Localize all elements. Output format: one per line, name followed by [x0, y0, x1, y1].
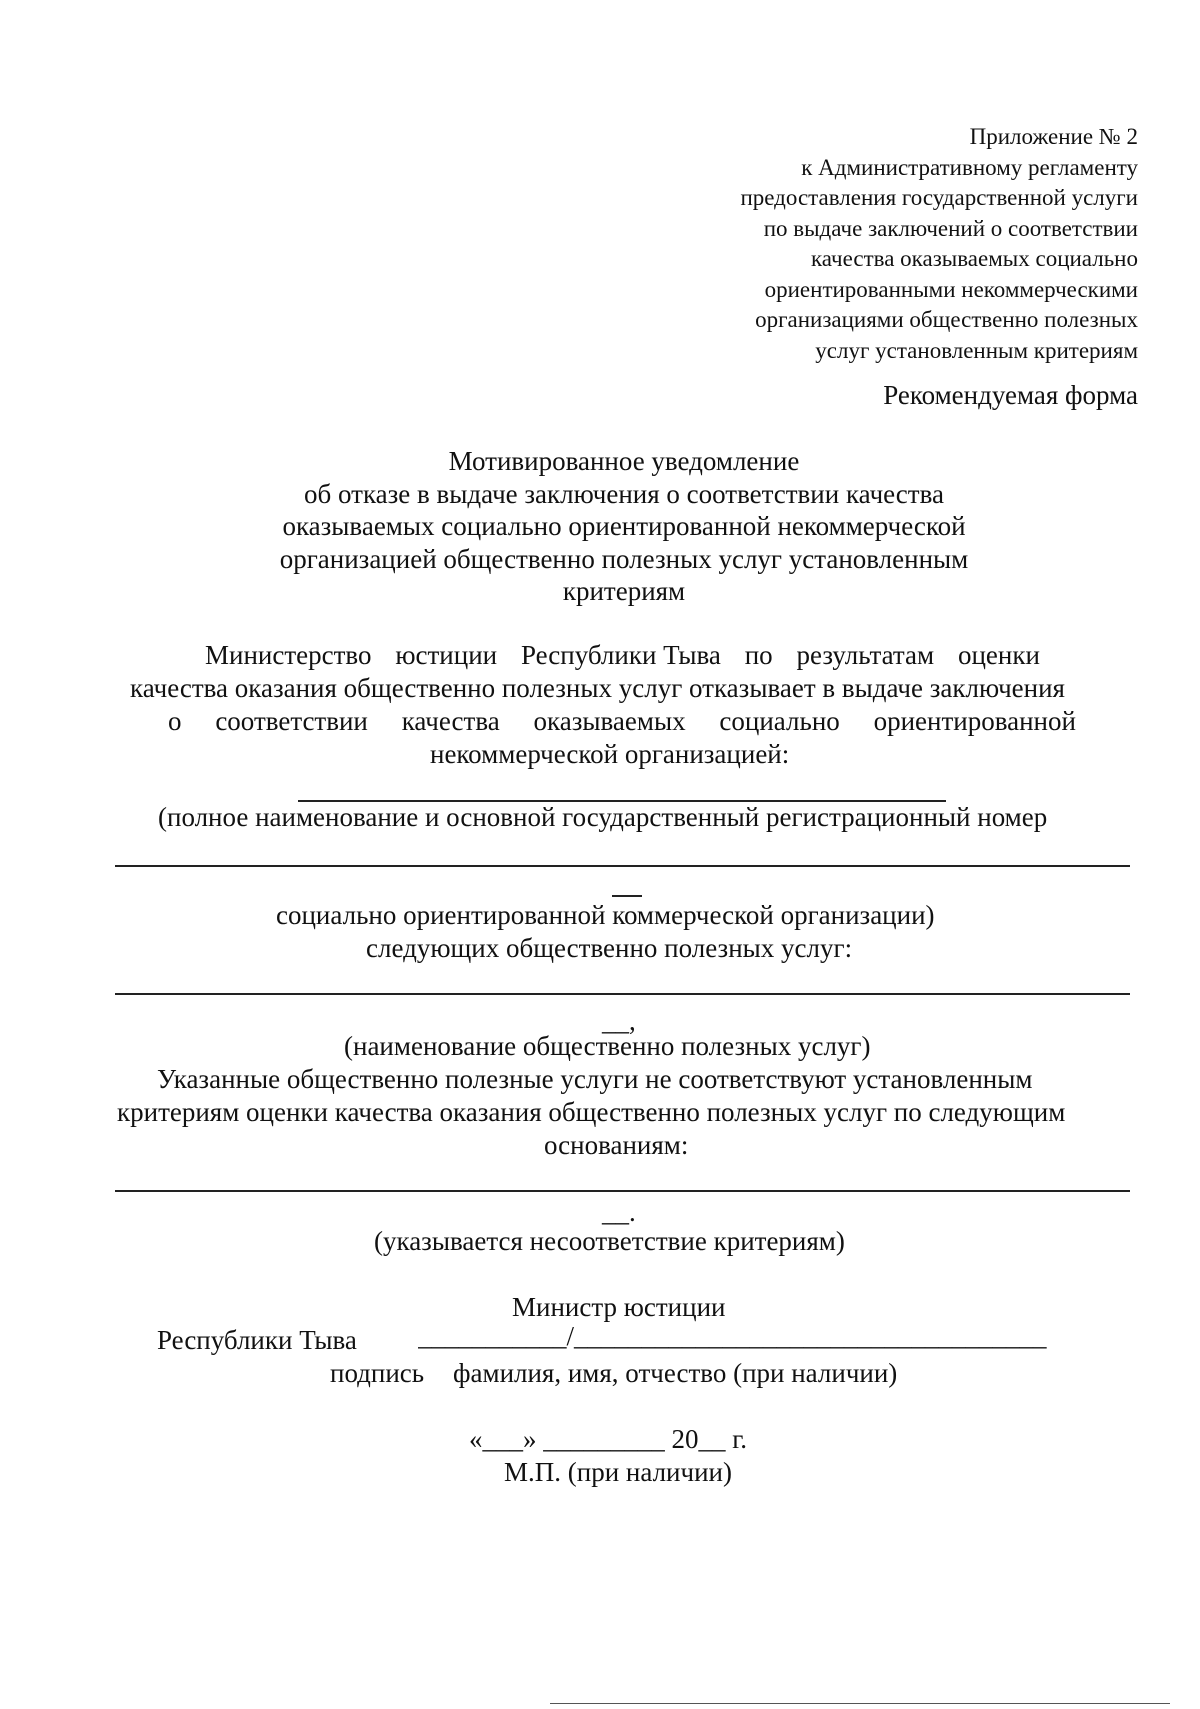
word: качества — [401, 706, 500, 736]
signature-line: ___________/___________________________________ — [418, 1321, 1047, 1351]
org-hint-2: социально ориентированной коммерческой организации) — [276, 900, 935, 930]
title-line: Мотивированное уведомление — [448, 446, 800, 476]
services-trailer: __, — [602, 1006, 636, 1036]
title-line: об отказе в выдаче заключения о соответствии качества — [304, 478, 944, 509]
word: ориентированной — [873, 706, 1076, 736]
reasons-trailer: __. — [602, 1197, 636, 1227]
word: результатам — [796, 640, 935, 670]
appendix-line: Приложение № 2 — [969, 124, 1138, 149]
word: соответствии — [215, 706, 368, 736]
appendix-line: организациями общественно полезных — [755, 307, 1138, 332]
reasons-fill-line — [115, 1190, 1130, 1192]
word: юстиции — [395, 640, 498, 670]
word: Республики Тыва — [520, 640, 721, 670]
services-fill-line — [115, 993, 1130, 995]
word: оценки — [957, 640, 1040, 670]
reasons-line1: Указанные общественно полезные услуги не соответствуют установленным — [157, 1064, 1033, 1094]
footer-divider — [550, 1703, 1170, 1704]
signature-hint-name: фамилия, имя, отчество (при наличии) — [453, 1358, 898, 1388]
title-line: оказываемых социально ориентированной некоммерческой — [282, 511, 966, 541]
para1-line4: некоммерческой организацией: — [430, 739, 790, 769]
appendix-line: ориентированными некоммерческими — [764, 276, 1138, 302]
appendix-line: качества оказываемых социально — [810, 246, 1138, 271]
para1-line1 — [205, 640, 1040, 671]
appendix-line: предоставления государственной услуги — [740, 185, 1138, 210]
word: социально — [719, 706, 840, 736]
form-label: Рекомендуемая форма — [883, 380, 1138, 410]
para1-line2: качества оказания общественно полезных услуг отказывает в выдаче заключения — [130, 673, 1065, 703]
word: Министерство — [205, 640, 372, 670]
appendix-line: к Административному регламенту — [801, 154, 1138, 180]
word: по — [744, 640, 773, 670]
stamp-placeholder: М.П. (при наличии) — [504, 1457, 732, 1487]
appendix-line: услуг установленным критериям — [815, 337, 1138, 363]
services-hint: (наименование общественно полезных услуг) — [344, 1031, 871, 1061]
word: о — [168, 706, 182, 736]
org-hint-1: (полное наименование и основной государственный регистрационный номер — [158, 802, 1048, 832]
word: оказываемых — [533, 706, 686, 736]
appendix-line: по выдаче заключений о соответствии — [763, 215, 1138, 241]
signature-hint-sign: подпись — [330, 1358, 425, 1388]
appendix-block — [740, 122, 1138, 366]
title-line: критериям — [562, 576, 686, 606]
reasons-line2: критериям оценки качества оказания общественно полезных услуг по следующим — [117, 1097, 1066, 1127]
minister-republic: Республики Тыва — [157, 1325, 357, 1355]
reasons-line3: основаниям: — [544, 1130, 689, 1160]
para1-line3 — [168, 706, 1076, 737]
document-title — [0, 445, 1200, 608]
minister-title: Министр юстиции — [512, 1292, 726, 1322]
services-intro: следующих общественно полезных услуг: — [366, 933, 853, 963]
org-name-fill-line-2 — [115, 865, 1130, 867]
date-line: «___» _________ 20__ г. — [469, 1424, 748, 1454]
title-line: организацией общественно полезных услуг установленным — [279, 543, 969, 574]
reasons-hint: (указывается несоответствие критериям) — [374, 1226, 845, 1256]
short-fill-line — [612, 895, 642, 897]
